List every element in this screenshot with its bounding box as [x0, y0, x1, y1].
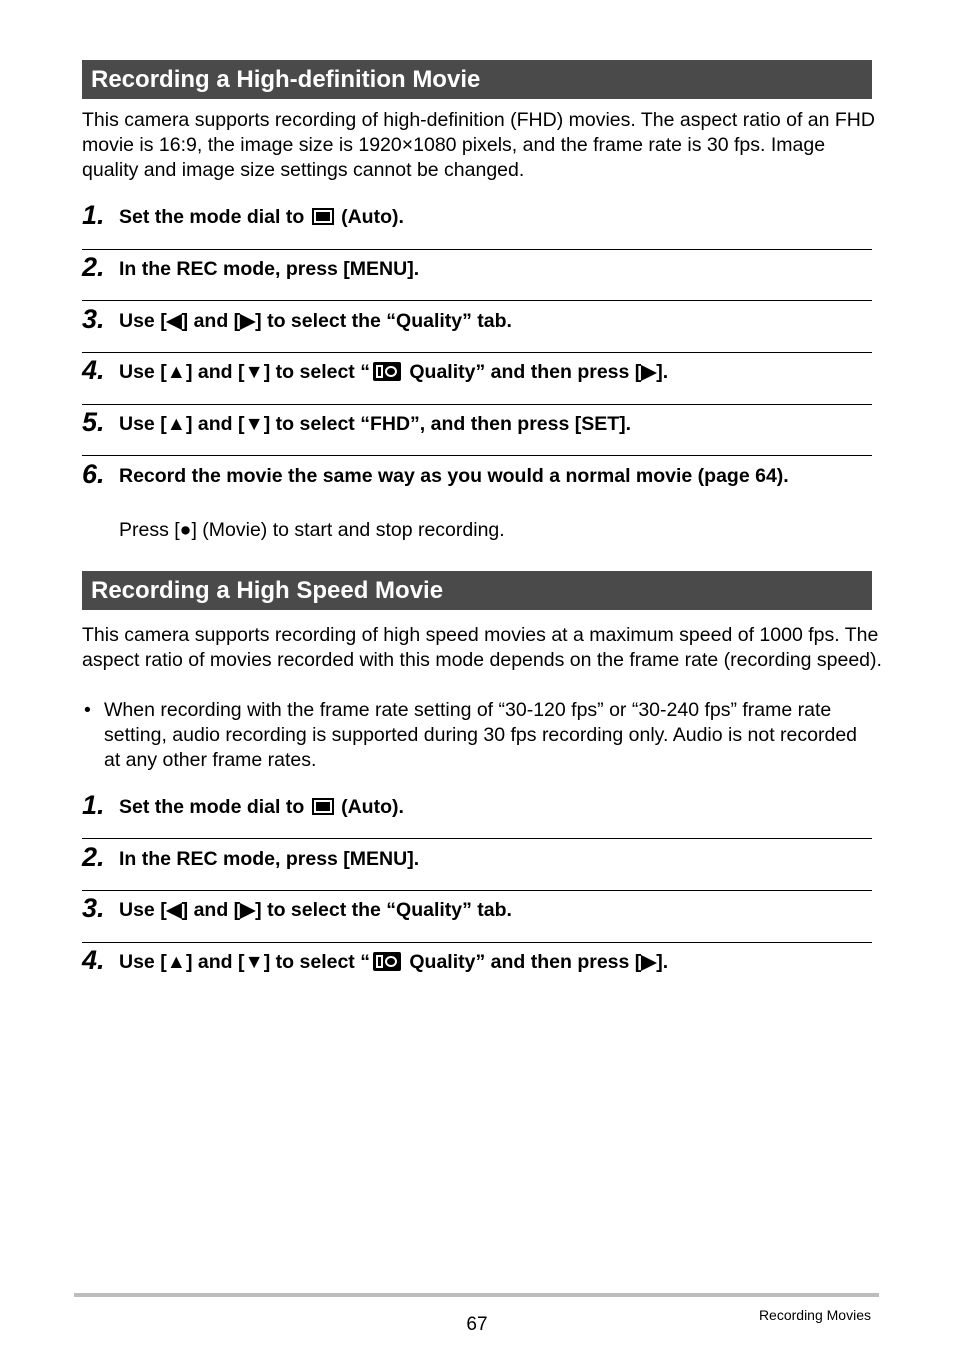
- bullet-dot: •: [84, 699, 91, 721]
- section-title-high-speed-movie: Recording a High Speed Movie: [82, 571, 872, 610]
- footer-section-label: Recording Movies: [758, 1307, 871, 1323]
- divider: [82, 300, 872, 301]
- step-number: 2.: [82, 842, 105, 872]
- step-number: 5.: [82, 407, 105, 437]
- page-number: 67: [466, 1314, 488, 1335]
- divider: [82, 890, 872, 891]
- divider: [82, 352, 872, 353]
- footer-rule: [74, 1293, 879, 1297]
- step-number: 4.: [82, 355, 105, 385]
- step-number: 6.: [82, 459, 105, 489]
- divider: [82, 404, 872, 405]
- intro-paragraph-hd: This camera supports recording of high-definition (FHD) movies. The aspect ratio of an FHD movie is 16:9, the image size is 1920×1080 pixels, and the frame rate is 30 fps. Image quality and image size settings cannot be changed.: [82, 109, 875, 181]
- step-text: Set the mode dial to (Auto).: [119, 206, 404, 228]
- movie-quality-icon: [373, 952, 401, 971]
- section-title-hd-movie: Recording a High-definition Movie: [82, 60, 872, 99]
- divider: [82, 838, 872, 839]
- step-text: In the REC mode, press [MENU].: [119, 258, 420, 280]
- step-number: 4.: [82, 945, 105, 975]
- step-text: Use [▲] and [▼] to select “ Quality” and then press [▶].: [119, 361, 669, 383]
- movie-quality-icon: [373, 362, 401, 381]
- step-subtext: Press [●] (Movie) to start and stop recording.: [119, 519, 505, 541]
- step-text: Use [▲] and [▼] to select “ Quality” and then press [▶].: [119, 951, 669, 973]
- step-text: Set the mode dial to (Auto).: [119, 796, 404, 818]
- auto-mode-icon: [312, 208, 334, 225]
- step-number: 1.: [82, 200, 105, 230]
- step-text: Use [◀] and [▶] to select the “Quality” tab.: [119, 899, 512, 921]
- intro-paragraph-high-speed: This camera supports recording of high speed movies at a maximum speed of 1000 fps. The aspect ratio of movies recorded with this mode depends on the frame rate (recording speed).: [82, 624, 882, 671]
- step-number: 3.: [82, 304, 105, 334]
- step-number: 3.: [82, 893, 105, 923]
- step-text: Use [▲] and [▼] to select “FHD”, and then press [SET].: [119, 413, 632, 435]
- step-number: 1.: [82, 790, 105, 820]
- divider: [82, 942, 872, 943]
- divider: [82, 455, 872, 456]
- auto-mode-icon: [312, 798, 334, 815]
- step-text: Record the movie the same way as you would a normal movie (page 64).: [119, 465, 789, 487]
- step-text: Use [◀] and [▶] to select the “Quality” tab.: [119, 310, 512, 332]
- step-text: In the REC mode, press [MENU].: [119, 848, 420, 870]
- divider: [82, 249, 872, 250]
- bullet-text: When recording with the frame rate setting of “30-120 fps” or “30-240 fps” frame rate setting, audio recording is supported during 30 fps recording only. Audio is not recorded at any other frame rates.: [104, 699, 858, 771]
- step-number: 2.: [82, 252, 105, 282]
